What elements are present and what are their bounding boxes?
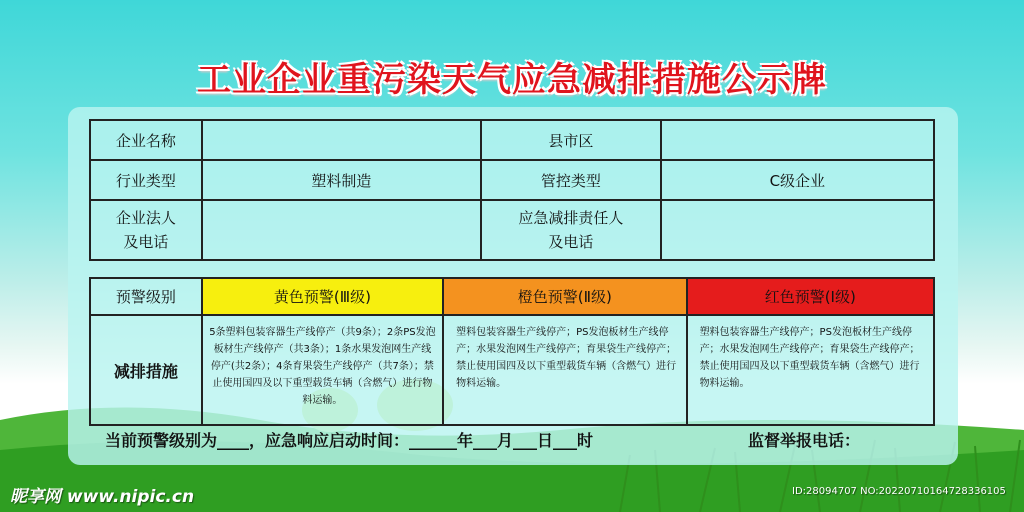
county-value xyxy=(661,120,934,160)
table-row xyxy=(90,120,934,160)
table-row xyxy=(90,315,934,425)
table-row xyxy=(90,278,934,315)
orange-measures-text: 塑料包装容器生产线停产；PS发泡板材生产线停产；水果发泡网生产线停产；育果袋生产线停产；禁止使用国四及以下重型载货车辆（含燃气）进行物料运输。 xyxy=(443,315,686,425)
watermark-right: ID:28094707 NO:20220710164728336105 xyxy=(792,486,1006,497)
table-row xyxy=(90,200,934,260)
enterprise-info-table xyxy=(89,119,935,261)
yellow-measures-text: 5条塑料包装容器生产线停产（共9条）；2条PS发泡板材生产线停产（共3条）；1条水果发泡网生产线停产(共2条）；4条育果袋生产线停产（共7条）；禁止使用国四及以下重型载货车辆（含燃气）进行物料运输。 xyxy=(202,315,443,425)
page-title: 工业企业重污染天气应急减排措施公示牌 xyxy=(197,60,827,100)
current-warning-level-line: 当前预警级别为____，应急响应启动时间：______年___月___日___时 xyxy=(105,431,594,450)
warning-level-label: 预警级别 xyxy=(90,278,202,315)
responsible-person-value xyxy=(661,200,934,260)
industry-type-value: 塑料制造 xyxy=(202,160,481,200)
industry-type-label: 行业类型 xyxy=(90,160,202,200)
enterprise-name-label: 企业名称 xyxy=(90,120,202,160)
responsible-person-label-line2: 及电话 xyxy=(548,233,594,251)
warning-measures-table xyxy=(89,277,935,426)
responsible-person-label xyxy=(481,200,661,260)
legal-person-label-line1: 企业法人 xyxy=(115,209,176,227)
county-label: 县市区 xyxy=(481,120,661,160)
yellow-warning-header: 黄色预警(Ⅲ级) xyxy=(202,278,443,315)
table-row xyxy=(90,160,934,200)
enterprise-name-value xyxy=(202,120,481,160)
legal-person-label-line2: 及电话 xyxy=(123,233,169,251)
red-measures-text: 塑料包装容器生产线停产；PS发泡板材生产线停产；水果发泡网生产线停产；育果袋生产线停产；禁止使用国四及以下重型载货车辆（含燃气）进行物料运输。 xyxy=(687,315,934,425)
red-warning-header: 红色预警(Ⅰ级) xyxy=(687,278,934,315)
control-type-label: 管控类型 xyxy=(481,160,661,200)
legal-person-value xyxy=(202,200,481,260)
control-type-value: C级企业 xyxy=(661,160,934,200)
measures-label: 减排措施 xyxy=(90,315,202,425)
legal-person-label xyxy=(90,200,202,260)
orange-warning-header: 橙色预警(Ⅱ级) xyxy=(443,278,686,315)
watermark-left: 昵享网 www.nipic.cn xyxy=(10,487,195,507)
hotline-label: 监督举报电话： xyxy=(748,431,861,450)
responsible-person-label-line1: 应急减排责任人 xyxy=(518,209,624,227)
